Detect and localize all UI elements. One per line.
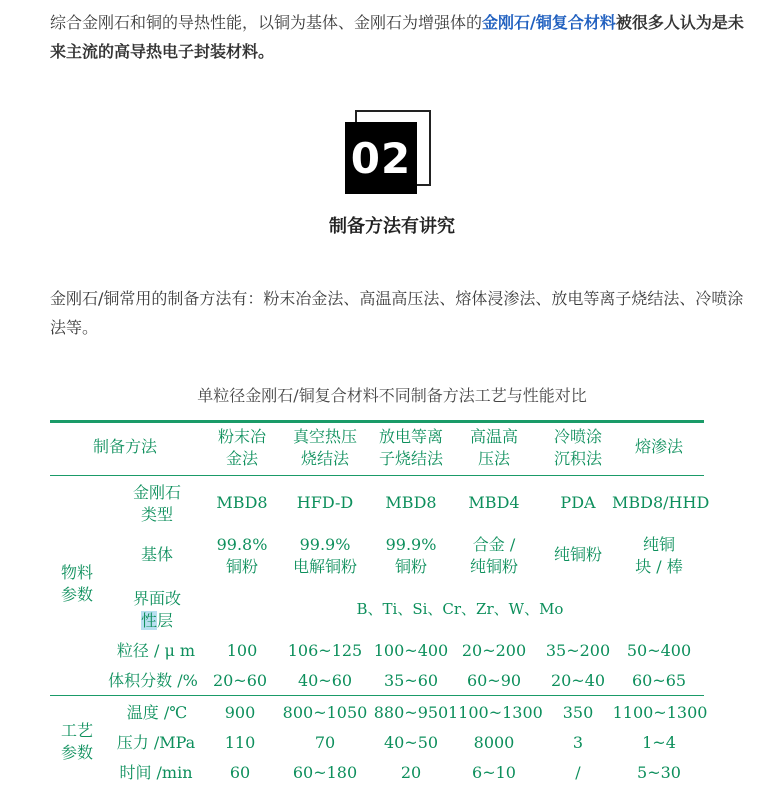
cell-volume-4: 60~90 bbox=[466, 671, 522, 690]
cell-diamond-5: PDA bbox=[560, 493, 596, 512]
cell-size-2: 106~125 bbox=[287, 641, 363, 660]
cell-size-6: 50~400 bbox=[626, 641, 692, 660]
cell-temp-5: 350 bbox=[562, 703, 594, 722]
cell-diamond-2: HFD-D bbox=[296, 493, 354, 512]
header-col-4: 高温高 压法 bbox=[469, 427, 518, 468]
cell-time-5: / bbox=[575, 763, 581, 782]
cell-diamond-1: MBD8 bbox=[216, 493, 268, 512]
group-process-params: 工艺 参数 bbox=[60, 721, 93, 762]
cell-matrix-3: 99.9% 铜粉 bbox=[385, 535, 437, 576]
cell-volume-1: 20~60 bbox=[212, 671, 268, 690]
intro-text-2: 被很多人认为是未来主流的高导热电子封装材料。 bbox=[50, 13, 744, 61]
cell-pressure-5: 3 bbox=[572, 733, 584, 752]
row-label-time: 时间 /min bbox=[119, 763, 193, 782]
table-top-rule bbox=[50, 420, 704, 423]
header-col-2: 真空热压 烧结法 bbox=[292, 427, 357, 468]
row-label-diamond: 金刚石 类型 bbox=[132, 483, 181, 524]
cell-size-5: 35~200 bbox=[545, 641, 611, 660]
intro-highlight-link[interactable]: 金刚石/铜复合材料 bbox=[482, 13, 616, 32]
cell-temp-3: 880~950 bbox=[373, 703, 449, 722]
header-col-3: 放电等离 子烧结法 bbox=[378, 427, 443, 468]
header-col-5: 冷喷涂 沉积法 bbox=[553, 427, 602, 468]
cell-diamond-4: MBD4 bbox=[468, 493, 520, 512]
cell-pressure-2: 70 bbox=[314, 733, 336, 752]
cell-size-3: 100~400 bbox=[373, 641, 449, 660]
cell-matrix-5: 纯铜粉 bbox=[553, 545, 602, 564]
cell-volume-2: 40~60 bbox=[297, 671, 353, 690]
row-label-pressure: 压力 /MPa bbox=[116, 733, 196, 752]
cell-pressure-3: 40~50 bbox=[383, 733, 439, 752]
header-method-label: 制备方法 bbox=[92, 437, 157, 456]
cell-time-1: 60 bbox=[229, 763, 251, 782]
cell-temp-1: 900 bbox=[224, 703, 256, 722]
cell-temp-6: 1100~1300 bbox=[612, 703, 708, 722]
cell-matrix-6: 纯铜 块 / 棒 bbox=[635, 535, 683, 576]
cell-volume-5: 20~40 bbox=[550, 671, 606, 690]
header-col-1: 粉末冶 金法 bbox=[217, 427, 266, 468]
section-number: 02 bbox=[345, 122, 417, 194]
cell-pressure-4: 8000 bbox=[473, 733, 515, 752]
cell-temp-4: 1100~1300 bbox=[448, 703, 543, 722]
cell-time-3: 20 bbox=[400, 763, 422, 782]
cell-matrix-1: 99.8% 铜粉 bbox=[216, 535, 268, 576]
cell-temp-2: 800~1050 bbox=[282, 703, 368, 722]
group-material-params: 物料 参数 bbox=[60, 563, 93, 604]
cell-diamond-3: MBD8 bbox=[385, 493, 437, 512]
comparison-table bbox=[50, 420, 710, 786]
group-divider-rule bbox=[50, 695, 704, 696]
cell-size-4: 20~200 bbox=[461, 641, 527, 660]
header-bottom-rule bbox=[50, 475, 704, 476]
cell-time-6: 5~30 bbox=[637, 763, 681, 782]
cell-time-2: 60~180 bbox=[292, 763, 358, 782]
text-selection-highlight: 性 bbox=[140, 611, 157, 630]
row-label-interface: 界面改 性层 bbox=[132, 589, 181, 630]
section-title: 制备方法有讲究 bbox=[329, 216, 455, 237]
cell-time-4: 6~10 bbox=[472, 763, 516, 782]
row-label-size: 粒径 / μ m bbox=[116, 641, 196, 660]
row-label-temperature: 温度 /℃ bbox=[126, 703, 188, 722]
cell-volume-6: 60~65 bbox=[631, 671, 687, 690]
methods-paragraph: 金刚石/铜常用的制备方法有：粉末冶金法、高温高压法、熔体浸渗法、放电等离子烧结法、冷喷涂法等。 bbox=[50, 289, 744, 337]
cell-interface-elements: B、Ti、Si、Cr、Zr、W、Mo bbox=[356, 600, 564, 618]
cell-matrix-4: 合金 / 纯铜粉 bbox=[469, 535, 518, 576]
cell-volume-3: 35~60 bbox=[383, 671, 439, 690]
cell-pressure-1: 110 bbox=[224, 733, 256, 752]
row-label-volume: 体积分数 /% bbox=[108, 671, 198, 690]
cell-pressure-6: 1~4 bbox=[642, 733, 676, 752]
table-caption: 单粒径金刚石/铜复合材料不同制备方法工艺与性能对比 bbox=[197, 386, 587, 405]
section-number-badge bbox=[345, 110, 435, 198]
intro-paragraph bbox=[50, 8, 744, 66]
cell-diamond-6: MBD8/HHD bbox=[612, 493, 710, 512]
cell-matrix-2: 99.9% 电解铜粉 bbox=[292, 535, 357, 576]
row-label-matrix: 基体 bbox=[140, 545, 173, 564]
header-col-6: 熔渗法 bbox=[634, 437, 683, 456]
cell-size-1: 100 bbox=[226, 641, 258, 660]
intro-text-1: 综合金刚石和铜的导热性能，以铜为基体、金刚石为增强体的 bbox=[50, 13, 483, 32]
